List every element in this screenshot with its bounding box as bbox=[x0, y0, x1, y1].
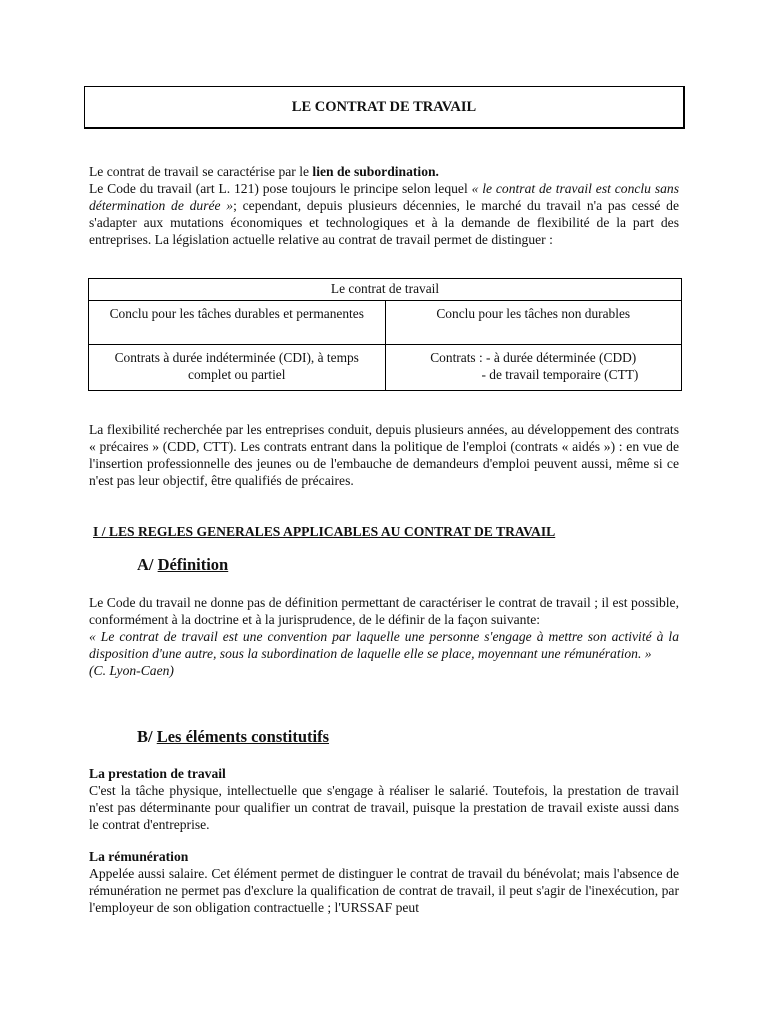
remuneration-text: Appelée aussi salaire. Cet élément permet de distinguer le contrat de travail du bénévolat; mais l'absence de rémunération ne permet pas d'exclure la qualification de contrat de travail, il peut s'agir de l'inexécution, par l'employeur de son obligation contractuelle ; l'URSSAF peut bbox=[89, 866, 679, 915]
intro-text-b: Le Code du travail (art L. 121) pose toujours le principe selon lequel bbox=[89, 181, 472, 196]
intro-text-c: ; cependant, depuis plusieurs décennies, le marché du travail n'a pas cessé de s'adapter aux mutations économiques et technologiques et à la demande de flexibilité de la part des entreprises. La législation actuelle relative au contrat de travail permet de distinguer : bbox=[89, 198, 680, 247]
subheading-prefix: A/ bbox=[137, 555, 158, 574]
document-title bbox=[84, 86, 685, 129]
remuneration-block bbox=[89, 848, 679, 916]
section-heading-1 bbox=[93, 523, 683, 540]
section-number: I / bbox=[93, 524, 109, 539]
cdd-line: Contrats : - à durée déterminée (CDD) bbox=[430, 350, 637, 365]
definition-block bbox=[89, 594, 679, 679]
table-cell-durable: Conclu pour les tâches durables et permanentes bbox=[89, 301, 386, 345]
definition-source: (C. Lyon-Caen) bbox=[89, 663, 174, 678]
intro-paragraph bbox=[89, 163, 679, 248]
subheading-prefix: B/ bbox=[137, 727, 157, 746]
intro-line-1 bbox=[89, 163, 679, 180]
table-header-row bbox=[89, 279, 682, 301]
table-cell-cdi: Contrats à durée indéterminée (CDI), à temps complet ou partiel bbox=[89, 345, 386, 391]
subheading-title: Définition bbox=[157, 555, 229, 574]
table-cell-cdd-ctt bbox=[385, 345, 682, 391]
subheading-definition bbox=[137, 556, 228, 573]
contract-types-table bbox=[88, 278, 682, 391]
prestation-heading: La prestation de travail bbox=[89, 766, 226, 781]
ctt-line: - de travail temporaire (CTT) bbox=[481, 367, 639, 382]
flexibility-text: La flexibilité recherchée par les entreprises conduit, depuis plusieurs années, au développement des contrats « précaires » (CDD, CTT). Les contrats entrant dans la politique de l'emploi (contrats « aidés ») : en vue de l'insertion professionnelle des jeunes ou de l'embauche de demandeurs d'emploi peuvent aussi, même si ce n'est pas leur objectif, être qualifiés de précaires. bbox=[89, 422, 679, 488]
table-row bbox=[89, 345, 682, 391]
remuneration-heading: La rémunération bbox=[89, 849, 189, 864]
section-title: LES REGLES GENERALES APPLICABLES AU CONTRAT DE TRAVAIL bbox=[108, 524, 556, 539]
title-text: LE CONTRAT DE TRAVAIL bbox=[291, 98, 477, 115]
definition-quote: « Le contrat de travail est une convention par laquelle une personne s'engage à mettre son activité à la disposition d'une autre, sous la subordination de laquelle elle se place, moyennant une rémunération. » bbox=[89, 629, 679, 661]
intro-bold-subordination: lien de subordination. bbox=[312, 164, 439, 179]
intro-line-2 bbox=[89, 180, 679, 248]
intro-quote: « le contrat de travail est conclu sans détermination de durée » bbox=[89, 181, 679, 213]
prestation-block bbox=[89, 765, 679, 833]
subheading-elements bbox=[137, 728, 329, 745]
table-header-cell: Le contrat de travail bbox=[89, 279, 682, 301]
subheading-title: Les éléments constitutifs bbox=[156, 727, 330, 746]
table-cell-non-durable: Conclu pour les tâches non durables bbox=[385, 301, 682, 345]
definition-text: Le Code du travail ne donne pas de définition permettant de caractériser le contrat de travail ; il est possible, conformément à la doctrine et à la jurisprudence, de le définir de la façon suivante: bbox=[89, 595, 679, 627]
table-row bbox=[89, 301, 682, 345]
flexibility-paragraph bbox=[89, 421, 679, 489]
prestation-text: C'est la tâche physique, intellectuelle que s'engage à réaliser le salarié. Toutefois, la prestation de travail n'est pas déterminante pour qualifier un contrat de travail, puisque la prestation de travail existe aussi dans le contrat d'entreprise. bbox=[89, 783, 679, 832]
intro-text-a: Le contrat de travail se caractérise par le bbox=[89, 164, 313, 179]
